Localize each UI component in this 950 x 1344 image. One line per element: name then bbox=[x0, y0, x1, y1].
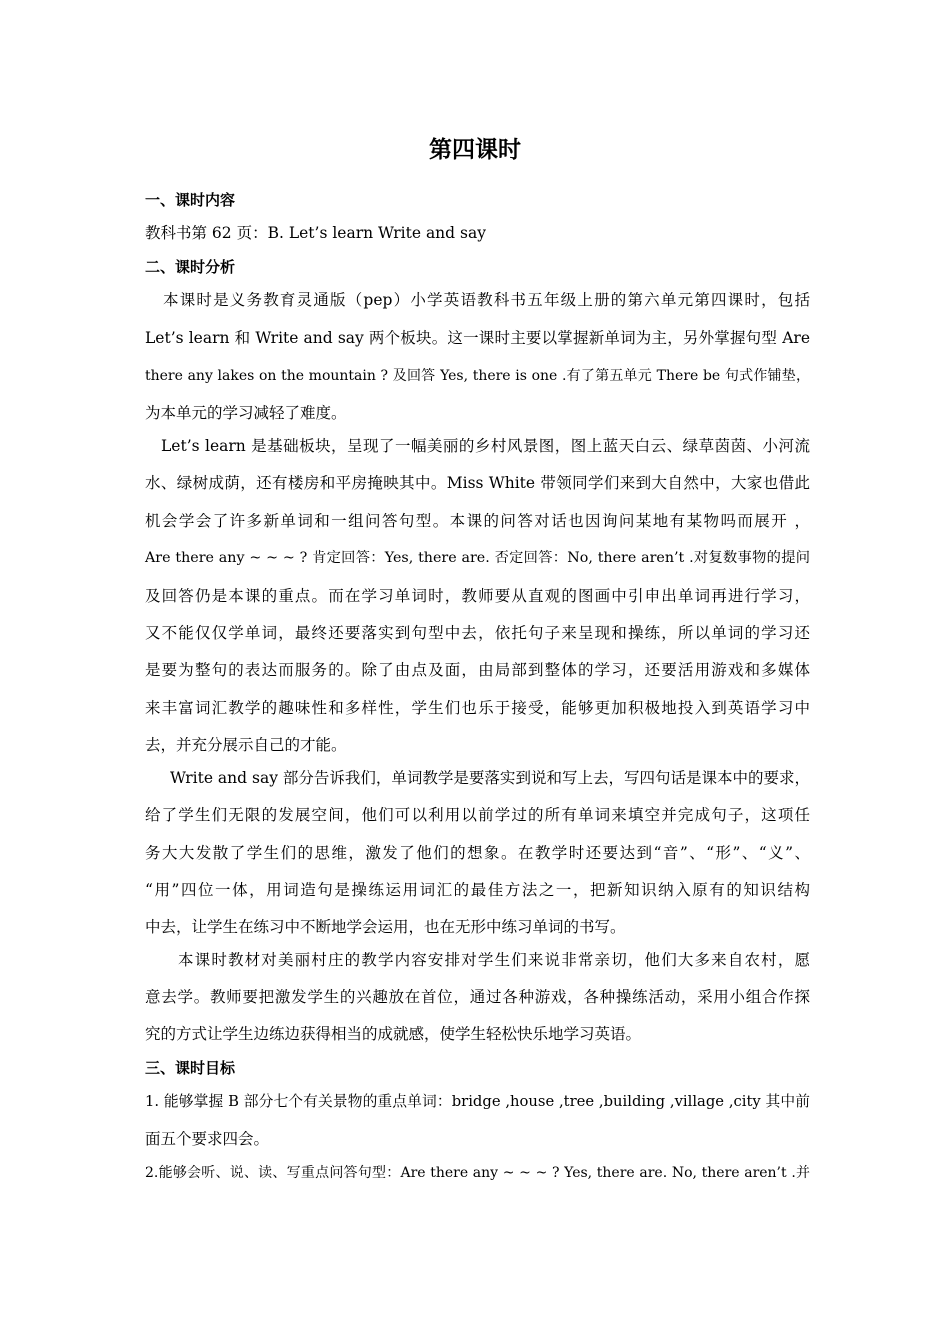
text-line: 是要为整句的表达而服务的。除了由点及面，由局部到整体的学习，还要活用游戏和多媒体 bbox=[145, 661, 810, 679]
text-line: 教科书第 62 页：B. Let’s learn Write and say bbox=[145, 224, 486, 242]
text-line: 本课时是义务教育灵通版（pep）小学英语教科书五年级上册的第六单元第四课时，包括 bbox=[163, 291, 810, 309]
text-line: 意去学。教师要把激发学生的兴趣放在首位，通过各种游戏，各种操练活动，采用小组合作探 bbox=[145, 988, 810, 1006]
text-line: 为本单元的学习减轻了难度。 bbox=[145, 404, 347, 422]
text-line: 面五个要求四会。 bbox=[145, 1130, 270, 1148]
text-line: 给了学生们无限的发展空间，他们可以利用以前学过的所有单词来填空并完成句子，这项任 bbox=[145, 806, 810, 824]
text-line: there any lakes on the mountain ? 及回答 Yes, there is one .有了第五单元 There be 句式作铺垫， bbox=[145, 368, 810, 384]
section-heading: 三、课时目标 bbox=[145, 1059, 236, 1077]
text-line: Let’s learn 和 Write and say 两个板块。这一课时主要以掌握新单词为主，另外掌握句型 Are bbox=[145, 329, 810, 347]
text-line: 中去，让学生在练习中不断地学会运用，也在无形中练习单词的书写。 bbox=[145, 918, 626, 936]
section-heading: 二、课时分析 bbox=[145, 258, 236, 276]
text-line: 2.能够会听、说、读、写重点问答句型：Are there any ~ ~ ~ ? Yes, there are. No, there aren’t .并 bbox=[145, 1165, 810, 1181]
page-title: 第四课时 bbox=[429, 137, 521, 163]
text-line: 去，并充分展示自己的才能。 bbox=[145, 736, 347, 754]
text-line: 务大大发散了学生们的思维，激发了他们的想象。在教学时还要达到“音”、“形”、“义”、 bbox=[145, 844, 810, 862]
text-line: 水、绿树成荫，还有楼房和平房掩映其中。Miss White 带领同学们来到大自然中，大家也借此 bbox=[145, 474, 810, 492]
text-line: 又不能仅仅学单词，最终还要落实到句型中去，依托句子来呈现和操练，所以单词的学习还 bbox=[145, 624, 810, 642]
text-line: 机会学会了许多新单词和一组问答句型。本课的问答对话也因询问某地有某物吗而展开 ， bbox=[145, 512, 810, 530]
text-line: Let’s learn 是基础板块，呈现了一幅美丽的乡村风景图，图上蓝天白云、绿草茵茵、小河流 bbox=[161, 437, 810, 455]
text-line: 来丰富词汇教学的趣味性和多样性，学生们也乐于接受，能够更加积极地投入到英语学习中 bbox=[145, 699, 810, 717]
text-line: Are there any ~ ~ ~ ? 肯定回答：Yes, there are. 否定回答：No, there aren’t .对复数事物的提问 bbox=[145, 550, 810, 566]
text-line: “用”四位一体，用词造句是操练运用词汇的最佳方法之一，把新知识纳入原有的知识结构 bbox=[145, 881, 810, 899]
text-line: 1. 能够掌握 B 部分七个有关景物的重点单词：bridge ,house ,tree ,building ,village ,city 其中前 bbox=[145, 1093, 811, 1110]
text-line: Write and say 部分告诉我们，单词教学是要落实到说和写上去，写四句话是课本中的要求， bbox=[170, 769, 810, 787]
text-line: 及回答仍是本课的重点。而在学习单词时，教师要从直观的图画中引申出单词再进行学习， bbox=[145, 587, 810, 605]
section-heading: 一、课时内容 bbox=[145, 191, 236, 209]
text-line: 本课时教材对美丽村庄的教学内容安排对学生们来说非常亲切，他们大多来自农村，愿 bbox=[178, 951, 810, 969]
text-line: 究的方式让学生边练边获得相当的成就感，使学生轻松快乐地学习英语。 bbox=[145, 1025, 642, 1043]
